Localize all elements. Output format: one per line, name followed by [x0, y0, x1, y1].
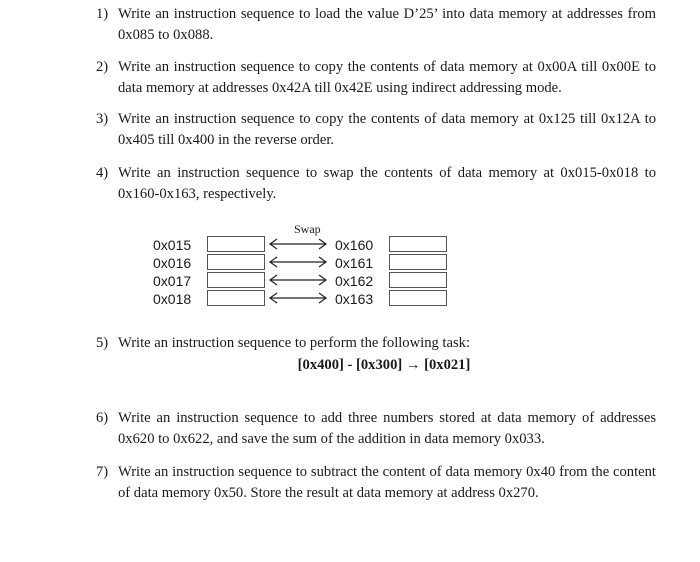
- question-text: Write an instruction sequence to load the value D’25’ into data memory at addresses from 0x085 to 0x088.: [118, 6, 656, 43]
- question-number: 5): [96, 335, 109, 351]
- left-address: 0x016: [153, 255, 192, 271]
- memory-cell: [389, 236, 447, 252]
- question-4: [96, 163, 656, 205]
- question-number: 2): [96, 59, 109, 75]
- memory-cell: [389, 272, 447, 288]
- left-address: 0x015: [153, 237, 192, 253]
- double-arrow-icon: [270, 275, 326, 285]
- question-text: Write an instruction sequence to subtract the content of data memory 0x40 from the content of data memory 0x50. Store the result at data memory at address 0x270.: [118, 464, 656, 501]
- right-address: 0x162: [335, 273, 374, 289]
- double-arrow-icon: [270, 293, 326, 303]
- question-7: [96, 462, 656, 504]
- memory-cell: [207, 254, 265, 270]
- question-5: [96, 333, 656, 354]
- formula: [0, 357, 700, 374]
- question-1: [96, 4, 656, 46]
- swap-arrows: [268, 236, 330, 308]
- left-address: 0x017: [153, 273, 192, 289]
- question-text: Write an instruction sequence to perform the following task:: [118, 335, 470, 351]
- double-arrow-icon: [270, 239, 326, 249]
- memory-cell: [207, 272, 265, 288]
- question-text: Write an instruction sequence to swap the contents of data memory at 0x015-0x018 to 0x160-0x163, respectively.: [118, 165, 656, 202]
- memory-cell: [389, 254, 447, 270]
- right-address: 0x161: [335, 255, 374, 271]
- question-number: 4): [96, 165, 109, 181]
- question-number: 3): [96, 111, 109, 127]
- right-address: 0x163: [335, 291, 374, 307]
- left-address: 0x018: [153, 291, 192, 307]
- memory-cell: [207, 236, 265, 252]
- question-number: 6): [96, 410, 109, 426]
- question-6: [96, 408, 656, 450]
- question-text: Write an instruction sequence to copy the contents of data memory at 0x125 till 0x12A to 0x405 till 0x400 in the reverse order.: [118, 111, 656, 148]
- formula-text: [0x400] - [0x300] → [0x021]: [297, 357, 471, 373]
- question-3: [96, 109, 656, 151]
- question-text: Write an instruction sequence to copy the contents of data memory at 0x00A till 0x00E to data memory at addresses 0x42A till 0x42E using indirect addressing mode.: [118, 59, 656, 96]
- double-arrow-icon: [270, 257, 326, 267]
- question-2: [96, 57, 656, 99]
- question-number: 7): [96, 464, 109, 480]
- swap-label: Swap: [294, 222, 321, 236]
- memory-cell: [207, 290, 265, 306]
- right-address: 0x160: [335, 237, 374, 253]
- question-number: 1): [96, 6, 109, 22]
- question-text: Write an instruction sequence to add three numbers stored at data memory of addresses 0x620 to 0x622, and save the sum of the addition in data memory 0x033.: [118, 410, 656, 447]
- memory-cell: [389, 290, 447, 306]
